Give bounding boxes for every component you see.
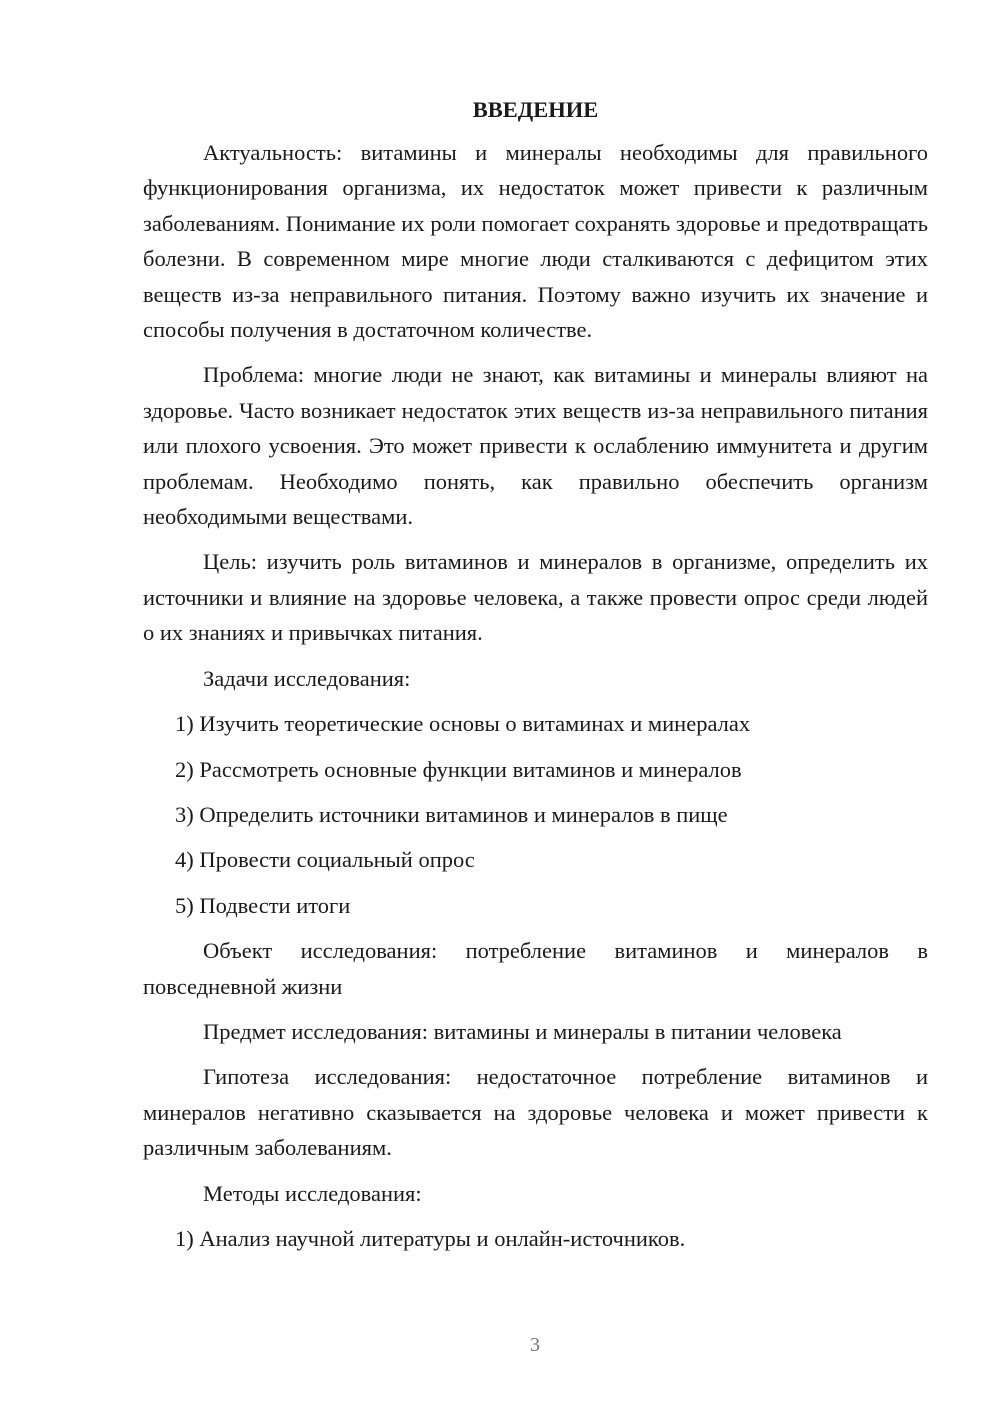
page-number: 3	[530, 1334, 540, 1356]
problem-paragraph: Проблема: многие люди не знают, как витамины и минералы влияют на здоровье. Часто возникает недостаток этих веществ из-за неправильного питания или плохого усвоения. Это может привести к ослаблению иммунитета и другим проблемам. Необходимо понять, как правильно обеспечить организм необходимыми веществами.	[143, 362, 928, 530]
hypothesis-paragraph: Гипотеза исследования: недостаточное потребление витаминов и минералов негативно сказывается на здоровье человека и может привести к различным заболеваниям.	[143, 1064, 928, 1161]
tasks-list	[143, 706, 928, 923]
list-item: 5) Подвести итоги	[175, 892, 351, 918]
methods-title: Методы исследования:	[203, 1180, 422, 1206]
list-item: 1) Изучить теоретические основы о витаминах и минералах	[175, 711, 751, 737]
list-item: 4) Провести социальный опрос	[175, 847, 475, 873]
relevance-paragraph: Актуальность: витамины и минералы необходимы для правильного функционирования организма, их недостаток может привести к различным заболеваниям. Понимание их роли помогает сохранять здоровье и предотвращать болезни. В современном мире многие люди сталкиваются с дефицитом этих веществ из-за неправильного питания. Поэтому важно изучить их значение и способы получения в достаточном количестве.	[143, 140, 928, 343]
list-item: 1) Анализ научной литературы и онлайн-источников.	[175, 1225, 686, 1251]
tasks-title: Задачи исследования:	[203, 665, 411, 691]
list-item: 3) Определить источники витаминов и минералов в пище	[175, 801, 728, 827]
list-item: 2) Рассмотреть основные функции витаминов и минералов	[175, 756, 742, 782]
section-heading: ВВЕДЕНИЕ	[472, 97, 599, 122]
document-page	[143, 92, 928, 1266]
object-paragraph: Объект исследования: потребление витаминов и минералов в повседневной жизни	[143, 938, 928, 999]
methods-list	[143, 1221, 928, 1256]
goal-paragraph: Цель: изучить роль витаминов и минералов в организме, определить их источники и влияние на здоровье человека, а также провести опрос среди людей о их знаниях и привычках питания.	[143, 549, 928, 646]
subject-paragraph: Предмет исследования: витамины и минералы в питании человека	[203, 1018, 842, 1044]
